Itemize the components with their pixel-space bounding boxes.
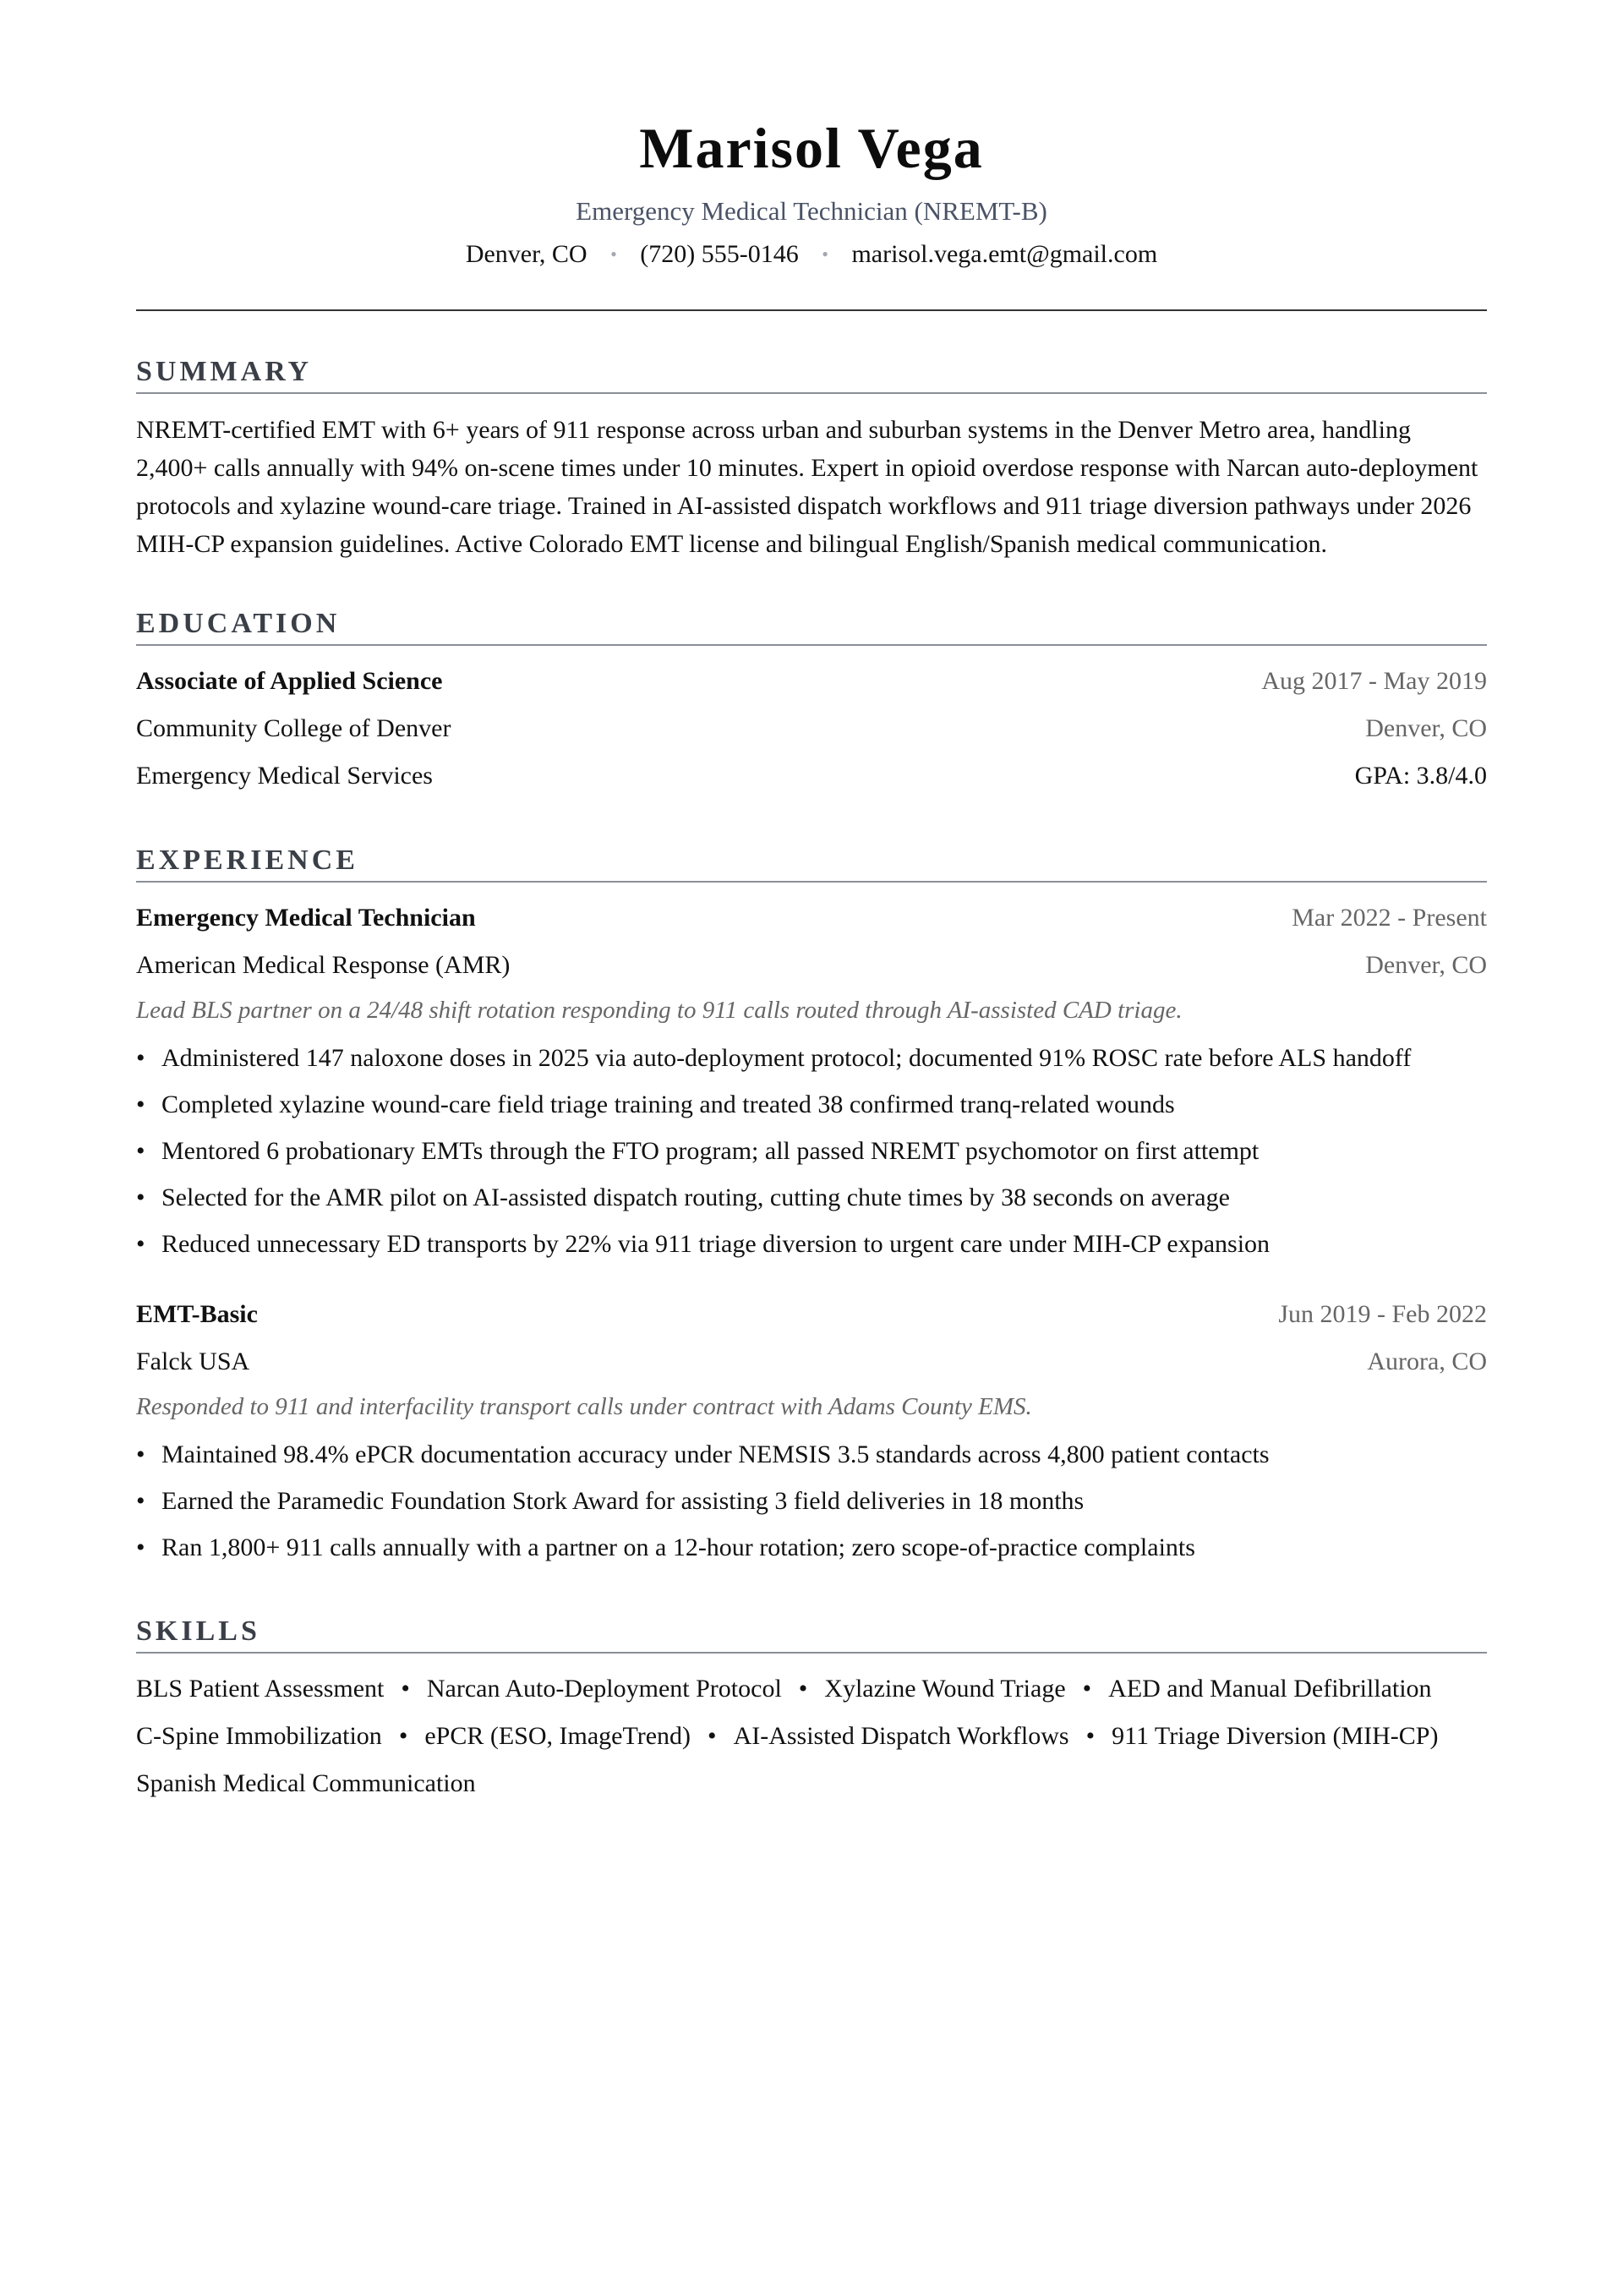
section-heading-skills: SKILLS [136, 1615, 1487, 1654]
education-field: Emergency Medical Services [136, 762, 433, 790]
skill-item: ePCR (ESO, ImageTrend) [424, 1722, 691, 1750]
contact-phone: (720) 555-0146 [640, 240, 799, 268]
job-company: American Medical Response (AMR) [136, 951, 511, 979]
skill-item: Spanish Medical Communication [136, 1769, 476, 1797]
job-bullets [136, 1035, 1487, 1267]
skill-item: C-Spine Immobilization [136, 1722, 382, 1750]
skills-line [136, 1713, 1487, 1760]
contact-line [136, 237, 1487, 274]
skill-separator: • [398, 1722, 408, 1750]
skill-item: Xylazine Wound Triage [824, 1675, 1066, 1703]
skills-line [136, 1665, 1487, 1713]
skill-item: Narcan Auto-Deployment Protocol [426, 1675, 782, 1703]
skill-item: BLS Patient Assessment [136, 1675, 385, 1703]
skill-separator: • [708, 1722, 717, 1750]
job-location: Denver, CO [1365, 951, 1487, 979]
skill-separator: • [401, 1675, 410, 1703]
job-bullet: • Mentored 6 probationary EMTs through the FTO program; all passed NREMT psychomotor on first attempt [136, 1128, 1487, 1174]
job-bullet: • Earned the Paramedic Foundation Stork Award for assisting 3 field deliveries in 18 months [136, 1478, 1487, 1524]
job-description: Lead BLS partner on a 24/48 shift rotation responding to 911 calls routed through AI-assisted CAD triage. [136, 997, 1183, 1024]
education-gpa: GPA: 3.8/4.0 [1354, 762, 1487, 790]
job-entry [136, 894, 1487, 1267]
contact-location: Denver, CO [465, 240, 587, 268]
summary-text: NREMT-certified EMT with 6+ years of 911 response across urban and suburban systems in the Denver Metro area, handling 2,400+ calls annually with 94% on-scene times under 10 minutes. Expert in opioid overdose response with Narcan auto-deployment protocols and xylazine wound-care triage. Trained in AI-assisted dispatch workflows and 911 triage diversion pathways under 2026 MIH-CP expansion guidelines. Active Colorado EMT license and bilingual English/Spanish medical communication. [136, 416, 1478, 558]
education-school: Community College of Denver [136, 714, 451, 742]
job-company: Falck USA [136, 1348, 250, 1375]
contact-separator: • [822, 243, 828, 265]
section-heading-education: EDUCATION [136, 607, 1487, 646]
job-entry [136, 1291, 1487, 1571]
section-heading-experience: EXPERIENCE [136, 844, 1487, 883]
skills-line [136, 1760, 1487, 1807]
skill-separator: • [798, 1675, 808, 1703]
contact-separator: • [610, 243, 617, 265]
education-location: Denver, CO [1365, 714, 1487, 742]
education-section [136, 607, 1487, 800]
job-bullet: • Reduced unnecessary ED transports by 22% via 911 triage diversion to urgent care under MIH-CP expansion [136, 1221, 1487, 1267]
experience-section [136, 844, 1487, 1571]
job-description: Responded to 911 and interfacility transport calls under contract with Adams County EMS. [136, 1393, 1032, 1420]
skill-item: AED and Manual Defibrillation [1108, 1675, 1432, 1703]
job-bullet: • Selected for the AMR pilot on AI-assisted dispatch routing, cutting chute times by 38 seconds on average [136, 1174, 1487, 1221]
skill-item: AI-Assisted Dispatch Workflows [733, 1722, 1069, 1750]
job-bullet: • Administered 147 naloxone doses in 2025 via auto-deployment protocol; documented 91% ROSC rate before ALS handoff [136, 1035, 1487, 1081]
candidate-name: Marisol Vega [639, 116, 984, 180]
job-bullet: • Ran 1,800+ 911 calls annually with a partner on a 12-hour rotation; zero scope-of-practice complaints [136, 1524, 1487, 1571]
education-entry [136, 658, 1487, 800]
job-location: Aurora, CO [1367, 1348, 1487, 1375]
header-divider [136, 309, 1487, 311]
skill-separator: • [1085, 1722, 1096, 1750]
job-dates: Mar 2022 - Present [1292, 904, 1487, 932]
job-title: Emergency Medical Technician [136, 904, 476, 932]
section-heading-summary: SUMMARY [136, 355, 1487, 394]
job-bullet: • Maintained 98.4% ePCR documentation accuracy under NEMSIS 3.5 standards across 4,800 patient contacts [136, 1431, 1487, 1478]
skills-section [136, 1615, 1487, 1807]
job-bullets [136, 1431, 1487, 1571]
summary-section [136, 355, 1487, 563]
education-degree: Associate of Applied Science [136, 667, 443, 695]
job-bullet: • Completed xylazine wound-care field triage training and treated 38 confirmed tranq-related wounds [136, 1081, 1487, 1128]
education-dates: Aug 2017 - May 2019 [1261, 667, 1487, 695]
skill-item: 911 Triage Diversion (MIH-CP) [1112, 1722, 1439, 1750]
skill-separator: • [1082, 1675, 1092, 1703]
contact-email[interactable]: marisol.vega.emt@gmail.com [851, 240, 1158, 268]
skills-list [136, 1665, 1487, 1807]
job-title: EMT-Basic [136, 1300, 258, 1328]
candidate-title: Emergency Medical Technician (NREMT-B) [576, 196, 1047, 226]
resume-header [136, 110, 1487, 311]
job-dates: Jun 2019 - Feb 2022 [1278, 1300, 1487, 1328]
